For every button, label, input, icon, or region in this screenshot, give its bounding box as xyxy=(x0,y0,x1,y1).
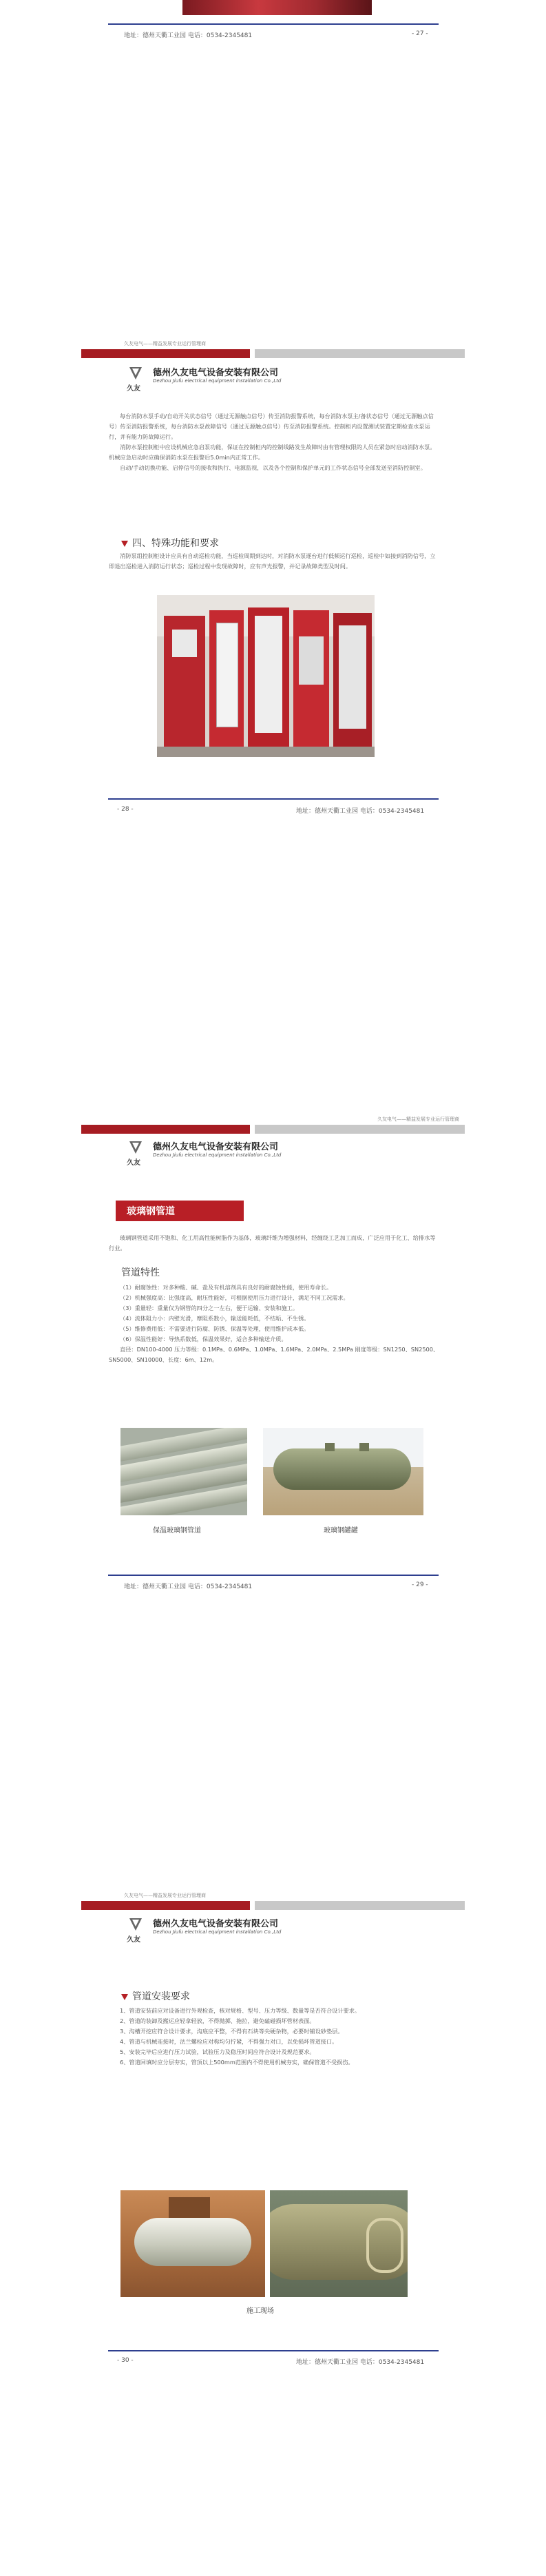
paragraph: 每台消防水泵手动/自动开关状态信号（通过无源触点信号）传至消防报警系统，每台消防水泵主/备状态信号（通过无源触点信号）传至消防报警系统，每台消防水泵故障信号（通过无源触点信号）传至消防报警系统。控制柜内设置测试装置定期检查水泵运行，并有能力防故障运行。 xyxy=(109,413,434,440)
footer-divider xyxy=(108,2350,439,2351)
list-item: 1、管道安装前应对设备进行外观检查，核对规格、型号、压力等级、数量等是否符合设计要求。 xyxy=(120,2007,361,2014)
tagline: 久友电气——精益发展专业运行管理商 xyxy=(124,1893,206,1898)
caption: 施工现场 xyxy=(246,2307,274,2315)
page-number: - 30 - xyxy=(117,2357,134,2364)
logo-text: 久友 xyxy=(127,385,140,393)
intro-paragraph: 玻璃钢管道采用不饱和、化工用高性能树脂作为基体，玻璃纤维为增强材料，经缠绕工艺加工而成，广泛应用于化工、给排水等行业。 xyxy=(109,1234,436,1251)
triangle-bullet-icon xyxy=(121,1994,128,2000)
caption-left: 保温玻璃钢管道 xyxy=(153,1527,201,1535)
insulated-pipe-photo xyxy=(120,1428,247,1515)
footer-address: 地址：德州天衢工业园 电话：0534-2345481 xyxy=(124,32,253,39)
page-number: - 27 - xyxy=(412,30,428,37)
features-list xyxy=(109,1282,439,1365)
page-number: - 28 - xyxy=(117,806,134,813)
list-item: 6、管道回填时应分层夯实，管顶以上500mm范围内不得使用机械夯实，确保管道不受损伤。 xyxy=(120,2059,354,2066)
list-item: （3）重量轻：重量仅为钢管的四分之一左右，便于运输、安装和施工。 xyxy=(120,1305,299,1311)
section-paragraph: 消防泵组控制柜设计应具有自动巡检功能，当巡检周期到达时，对消防水泵逐台进行低频运行巡检，巡检中如接到消防信号，立即退出巡检进入消防运行状态；巡检过程中发现故障时，应有声光报警，并记录故障类型及时间。 xyxy=(109,552,436,570)
list-item: （6）保温性能好：导热系数低，保温效果好，适合多种输送介质。 xyxy=(120,1336,287,1342)
glass-fiber-tank-photo xyxy=(263,1428,423,1515)
logo-text: 久友 xyxy=(127,1936,140,1944)
list-item: （5）维修费用低：不需要进行防腐、防锈、保温等处理，使用维护成本低。 xyxy=(120,1325,310,1332)
page-number: - 29 - xyxy=(412,1581,428,1588)
cabinet-photo-top xyxy=(182,0,372,15)
footer-divider xyxy=(108,1575,439,1576)
footer-divider xyxy=(108,798,439,800)
section-title: 管道安装要求 xyxy=(121,1989,190,2003)
paragraph: 消防水泵控制柜中应设机械应急启泵功能，保证在控制柜内的控制线路发生故障时由有管理权限的人员在紧急时启动消防水泵。机械应急启动时应确保消防水泵在报警后5.0min内正常工作。 xyxy=(109,444,436,461)
company-name-cn: 德州久友电气设备安装有限公司 xyxy=(153,1919,279,1929)
company-logo-icon xyxy=(128,366,143,381)
control-cabinet-photo xyxy=(157,595,375,757)
triangle-bullet-icon xyxy=(121,541,128,547)
section-title: 四、特殊功能和要求 xyxy=(121,536,219,550)
list-item: 5、安装完毕后应进行压力试验，试验压力及稳压时间应符合设计及规范要求。 xyxy=(120,2048,315,2055)
header-bar-red xyxy=(81,349,250,358)
paragraph: 自动/手动切换功能、启停信号的接收和执行、电源监视，以及各个控制和保护单元的工作状态信号全部发送至消防控制室。 xyxy=(120,464,426,471)
construction-photo-left xyxy=(120,2190,265,2297)
company-logo-icon xyxy=(128,1917,143,1932)
spec-line: 直径：DN100-4000 压力等级：0.1MPa、0.6MPa、1.0MPa、1.6MPa、2.0MPa、2.5MPa 刚度等级：SN1250、SN2500、SN5000、SN10000、长度：6m、12m。 xyxy=(109,1346,439,1363)
header-bar-grey xyxy=(255,1901,465,1910)
company-name-cn: 德州久友电气设备安装有限公司 xyxy=(153,368,279,378)
tagline: 久友电气——精益发展专业运行管理商 xyxy=(377,1116,459,1122)
logo-text: 久友 xyxy=(127,1159,140,1167)
company-name-en: Dezhou Jiufu electrical equipment installation Co.,Ltd xyxy=(153,1152,282,1158)
header-bar-grey xyxy=(255,349,465,358)
list-item: 3、沟槽开挖应符合设计要求，沟底应平整，不得有石块等尖硬杂物，必要时铺设砂垫层。 xyxy=(120,2028,344,2035)
install-requirements-list xyxy=(109,2006,439,2068)
footer-address: 地址：德州天衢工业园 电话：0534-2345481 xyxy=(296,2359,425,2366)
header-bar-red xyxy=(81,1125,250,1134)
section-title: 管道特性 xyxy=(121,1267,160,1278)
caption-right: 玻璃钢罐罐 xyxy=(324,1527,358,1535)
footer-divider xyxy=(108,23,439,25)
list-item: 2、管道的装卸及搬运应轻拿轻放，不得抛掷、拖拉，避免磕碰损坏管材表面。 xyxy=(120,2017,315,2024)
company-name-en: Dezhou Jiufu electrical equipment installation Co.,Ltd xyxy=(153,1929,282,1935)
header-bar-grey xyxy=(255,1125,465,1134)
list-item: （4）流体阻力小：内壁光滑，摩阻系数小，输送能耗低，不结垢、不生锈。 xyxy=(120,1315,310,1322)
company-logo-icon xyxy=(128,1140,143,1155)
section-banner: 玻璃钢管道 xyxy=(116,1201,244,1221)
tagline: 久友电气——精益发展专业运行管理商 xyxy=(124,341,206,346)
body-paragraphs xyxy=(109,411,439,473)
construction-photo-right xyxy=(270,2190,408,2297)
company-name-en: Dezhou Jiufu electrical equipment installation Co.,Ltd xyxy=(153,378,282,384)
list-item: （1）耐腐蚀性：对多种酸、碱、盐及有机溶剂具有良好的耐腐蚀性能，使用寿命长。 xyxy=(120,1284,333,1291)
list-item: （2）机械强度高：比强度高，耐压性能好，可根据使用压力进行设计，满足不同工况需求。 xyxy=(120,1294,349,1301)
header-bar-red xyxy=(81,1901,250,1910)
footer-address: 地址：德州天衢工业园 电话：0534-2345481 xyxy=(296,808,425,815)
list-item: 4、管道与机械连接时，法兰螺栓应对称均匀拧紧，不得强力对口，以免损坏管道接口。 xyxy=(120,2038,338,2045)
footer-address: 地址：德州天衢工业园 电话：0534-2345481 xyxy=(124,1583,253,1590)
company-name-cn: 德州久友电气设备安装有限公司 xyxy=(153,1142,279,1152)
